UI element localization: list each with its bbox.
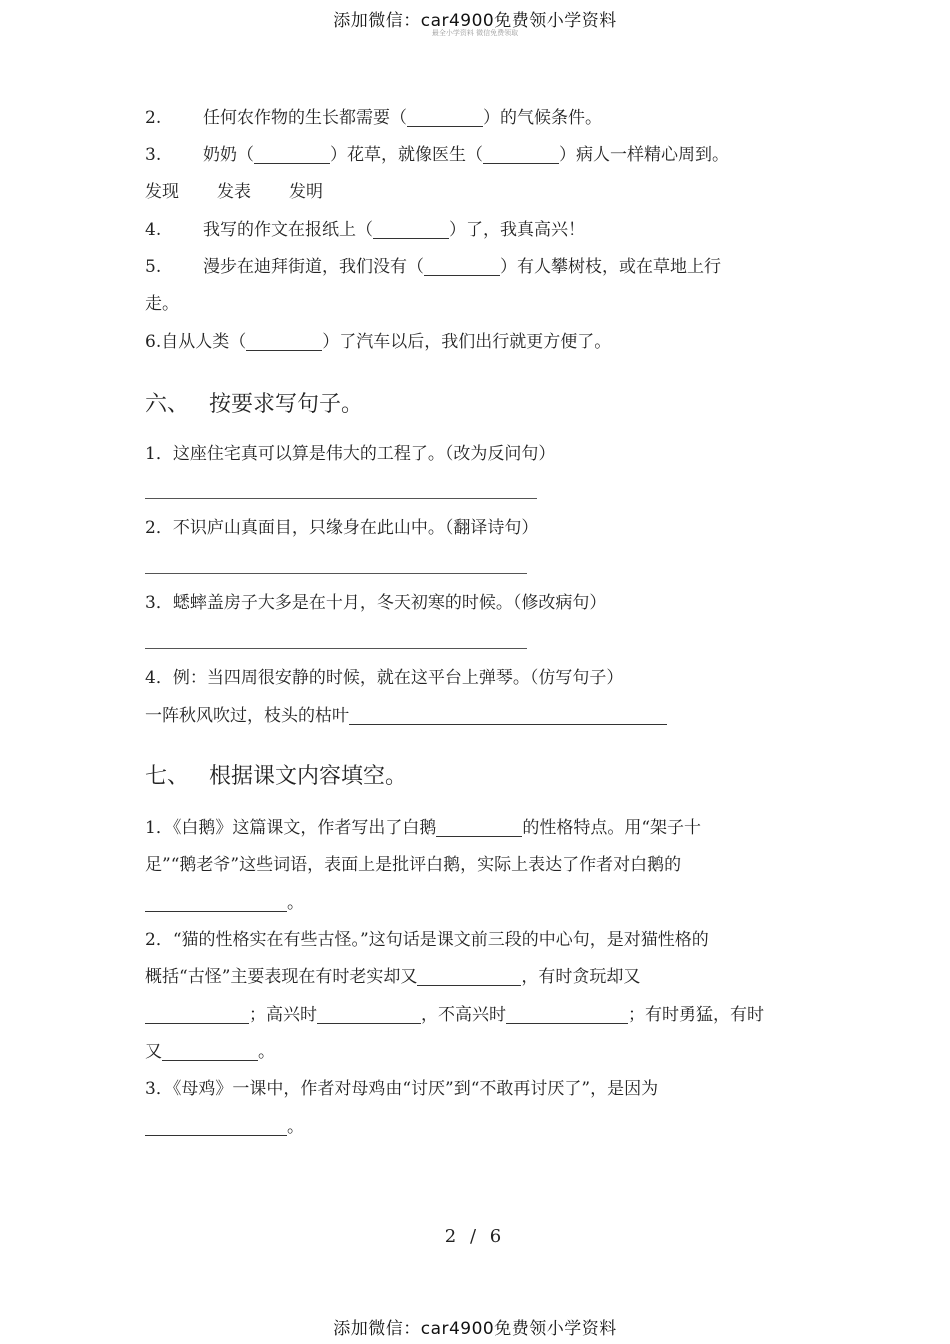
section-6-heading: 六、 按要求写句子。	[145, 392, 364, 417]
question-6-1: 1．这座住宅真可以算是伟大的工程了。（改为反问句）	[145, 444, 556, 464]
word-choice: 发现	[145, 182, 179, 202]
answer-blank[interactable]	[424, 257, 500, 276]
word-choice: 发明	[289, 182, 323, 202]
question-7-1: 1．《白鹅》这篇课文，作者写出了白鹅 的性格特点。用“架子十	[145, 818, 702, 838]
answer-blank[interactable]	[417, 967, 521, 986]
question-7-1-cont: 足”“鹅老爷”这些词语，表面上是批评白鹅，实际上表达了作者对白鹅的	[145, 855, 682, 875]
answer-blank[interactable]	[407, 108, 483, 127]
answer-blank[interactable]	[145, 893, 287, 912]
question-5-6: 6.自从人类（ ）了汽车以后，我们出行就更方便了。	[145, 332, 612, 352]
word-choices	[145, 180, 323, 204]
section-7-heading: 七、 根据课文内容填空。	[145, 764, 408, 789]
answer-blank[interactable]	[145, 1005, 249, 1024]
question-6-4-prompt: 一阵秋风吹过，枝头的枯叶	[145, 704, 667, 728]
page-number: 2 / 6	[444, 1226, 506, 1247]
watermark-bottom: 添加微信：car4900免费领小学资料	[333, 1319, 617, 1339]
question-5-4: 4. 我写的作文在报纸上（ ）了，我真高兴！	[145, 220, 585, 240]
question-5-5: 5. 漫步在迪拜街道，我们没有（ ）有人攀树枝，或在草地上行	[145, 257, 721, 277]
answer-blank[interactable]	[254, 145, 330, 164]
question-5-2: 2. 任何农作物的生长都需要（ ）的气候条件。	[145, 108, 602, 128]
question-7-2: 2．“猫的性格实在有些古怪。”这句话是课文前三段的中心句，是对猫性格的	[145, 930, 709, 950]
question-7-3: 3．《母鸡》一课中，作者对母鸡由“讨厌”到“不敢再讨厌了”，是因为	[145, 1079, 659, 1099]
watermark-subtitle: 最全小学资料 微信免费领取	[431, 29, 519, 37]
answer-blank[interactable]	[162, 1042, 258, 1061]
answer-blank[interactable]	[436, 818, 522, 837]
question-5-3: 3. 奶奶（ ）花草，就像医生（ ）病人一样精心周到。	[145, 145, 729, 165]
answer-blank[interactable]	[373, 220, 449, 239]
question-5-5-cont: 走。	[145, 294, 179, 314]
answer-blank[interactable]	[246, 332, 322, 351]
word-choice: 发表	[217, 182, 251, 202]
watermark-top: 添加微信：car4900免费领小学资料	[333, 11, 617, 31]
answer-blank[interactable]	[483, 145, 559, 164]
answer-blank[interactable]	[349, 706, 667, 725]
question-7-2-line3: ；高兴时 ，不高兴时 ；有时勇猛，有时	[145, 1003, 764, 1027]
question-6-4: 4．例：当四周很安静的时候，就在这平台上弹琴。（仿写句子）	[145, 668, 624, 688]
question-6-3: 3．蟋蟀盖房子大多是在十月，冬天初寒的时候。（修改病句）	[145, 593, 607, 613]
answer-blank[interactable]	[145, 1117, 287, 1136]
question-7-3-end: 。	[145, 1115, 304, 1139]
answer-blank[interactable]	[317, 1005, 421, 1024]
question-7-2-line2: 概括“古怪”主要表现在有时老实却又 ，有时贪玩却又	[145, 967, 641, 987]
answer-blank[interactable]	[506, 1005, 628, 1024]
question-7-1-end: 。	[145, 891, 304, 915]
answer-line[interactable]	[145, 648, 527, 649]
question-7-2-line4: 又 。	[145, 1042, 275, 1062]
answer-line[interactable]	[145, 573, 527, 574]
answer-line[interactable]	[145, 498, 537, 499]
question-6-2: 2．不识庐山真面目，只缘身在此山中。（翻译诗句）	[145, 518, 539, 538]
